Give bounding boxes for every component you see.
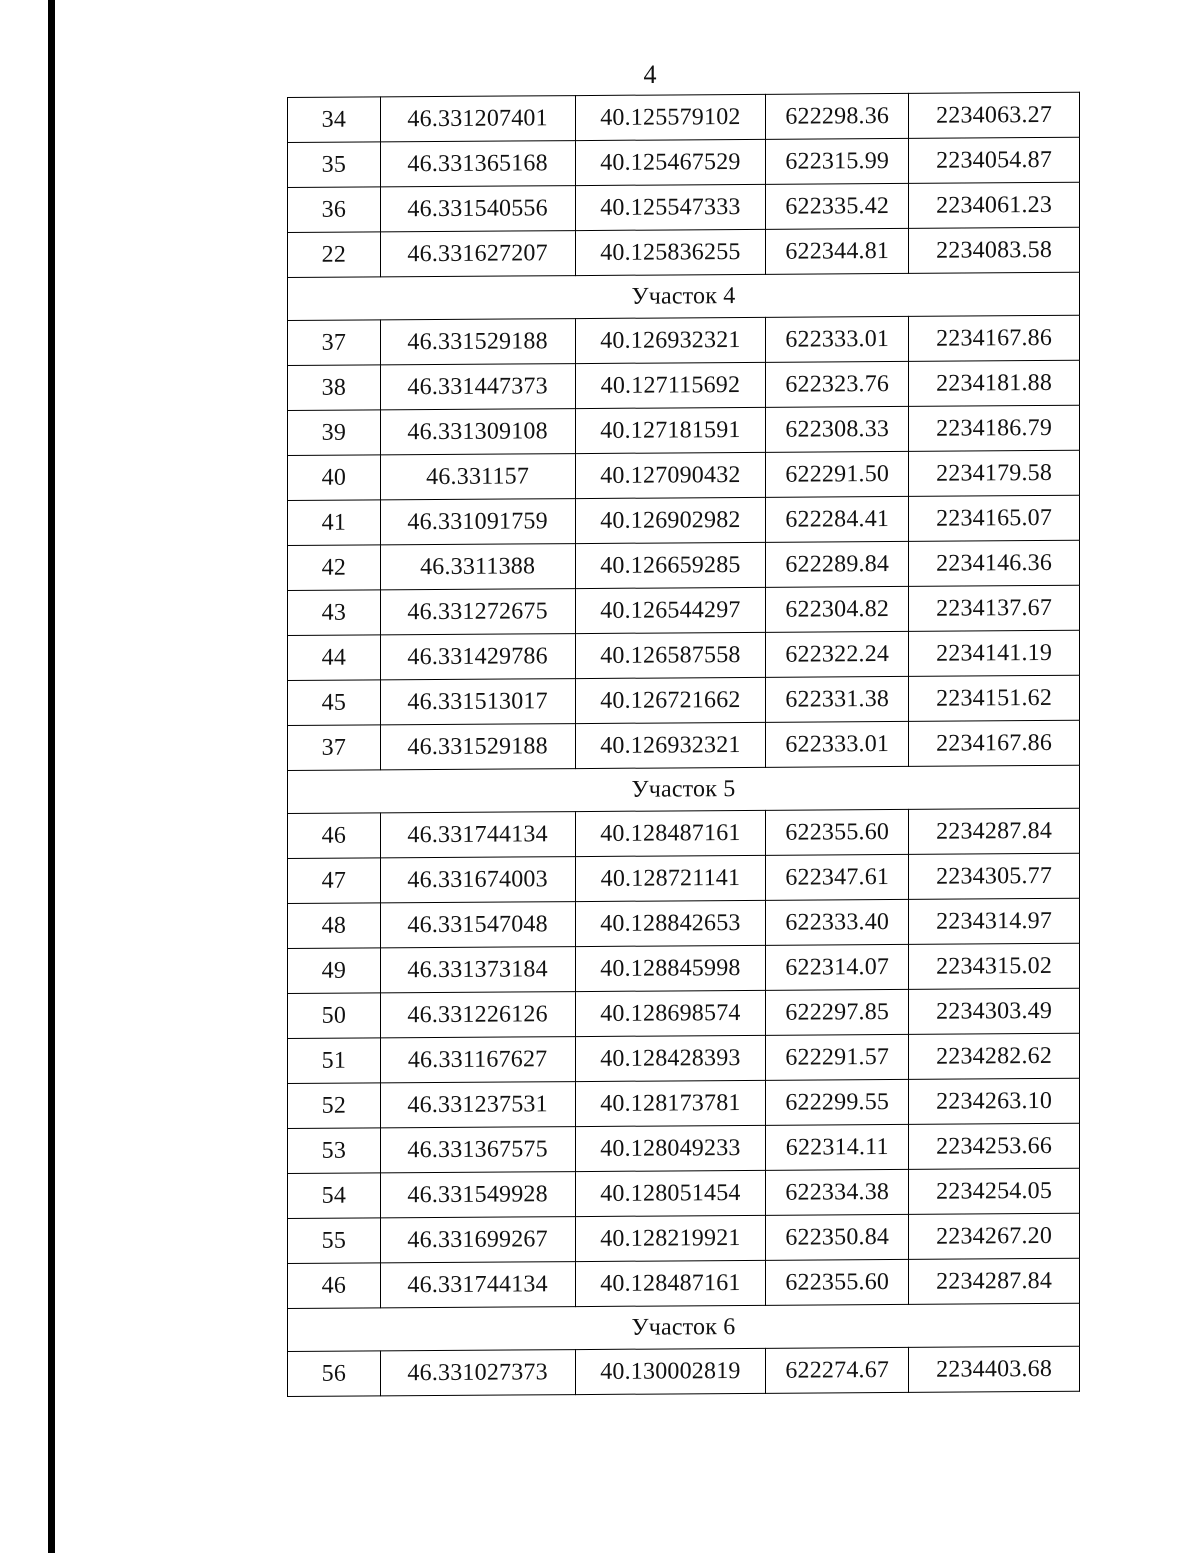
table-row xyxy=(288,630,1080,680)
point-number-cell: 22 xyxy=(288,232,381,278)
x-coordinate-cell: 622331.38 xyxy=(766,676,909,722)
latitude-cell: 46.331549928 xyxy=(380,1172,575,1218)
table-row xyxy=(288,720,1080,770)
longitude-cell: 40.127090432 xyxy=(575,452,766,498)
point-number-cell: 40 xyxy=(288,455,381,501)
x-coordinate-cell: 622289.84 xyxy=(766,541,909,587)
longitude-cell: 40.128698574 xyxy=(575,990,766,1036)
y-coordinate-cell: 2234186.79 xyxy=(909,405,1080,451)
table-row xyxy=(288,1123,1080,1173)
y-coordinate-cell: 2234063.27 xyxy=(909,92,1080,138)
longitude-cell: 40.127115692 xyxy=(575,362,766,408)
longitude-cell: 40.125467529 xyxy=(575,139,766,185)
point-number-cell: 34 xyxy=(288,97,381,143)
x-coordinate-cell: 622322.24 xyxy=(766,631,909,677)
latitude-cell: 46.331272675 xyxy=(380,589,575,635)
latitude-cell: 46.331447373 xyxy=(380,364,575,410)
y-coordinate-cell: 2234305.77 xyxy=(909,853,1080,899)
point-number-cell: 55 xyxy=(288,1218,381,1264)
x-coordinate-cell: 622304.82 xyxy=(766,586,909,632)
coordinates-table-body xyxy=(288,92,1080,1396)
longitude-cell: 40.127181591 xyxy=(575,407,766,453)
latitude-cell: 46.331699267 xyxy=(380,1217,575,1263)
x-coordinate-cell: 622344.81 xyxy=(766,228,909,274)
point-number-cell: 36 xyxy=(288,187,381,233)
y-coordinate-cell: 2234083.58 xyxy=(909,227,1080,273)
section-header-row xyxy=(288,765,1080,813)
point-number-cell: 45 xyxy=(288,680,381,726)
table-row xyxy=(288,137,1080,187)
table-row xyxy=(288,808,1080,858)
longitude-cell: 40.125836255 xyxy=(575,229,766,275)
y-coordinate-cell: 2234303.49 xyxy=(909,988,1080,1034)
point-number-cell: 47 xyxy=(288,858,381,904)
x-coordinate-cell: 622355.60 xyxy=(766,1259,909,1305)
y-coordinate-cell: 2234167.86 xyxy=(909,720,1080,766)
latitude-cell: 46.331627207 xyxy=(380,231,575,277)
y-coordinate-cell: 2234267.20 xyxy=(909,1213,1080,1259)
y-coordinate-cell: 2234315.02 xyxy=(909,943,1080,989)
longitude-cell: 40.125547333 xyxy=(575,184,766,230)
section-header-row xyxy=(288,272,1080,320)
latitude-cell: 46.331091759 xyxy=(380,499,575,545)
table-row xyxy=(288,495,1080,545)
latitude-cell: 46.331226126 xyxy=(380,992,575,1038)
y-coordinate-cell: 2234167.86 xyxy=(909,315,1080,361)
section-title: Участок 4 xyxy=(288,272,1080,320)
x-coordinate-cell: 622314.07 xyxy=(766,944,909,990)
latitude-cell: 46.331674003 xyxy=(380,857,575,903)
y-coordinate-cell: 2234165.07 xyxy=(909,495,1080,541)
longitude-cell: 40.125579102 xyxy=(575,94,766,140)
y-coordinate-cell: 2234151.62 xyxy=(909,675,1080,721)
x-coordinate-cell: 622333.01 xyxy=(766,721,909,767)
table-row xyxy=(288,943,1080,993)
longitude-cell: 40.128487161 xyxy=(575,1260,766,1306)
point-number-cell: 53 xyxy=(288,1128,381,1174)
table-row xyxy=(288,450,1080,500)
x-coordinate-cell: 622291.57 xyxy=(766,1034,909,1080)
y-coordinate-cell: 2234137.67 xyxy=(909,585,1080,631)
point-number-cell: 56 xyxy=(288,1351,381,1397)
x-coordinate-cell: 622299.55 xyxy=(766,1079,909,1125)
section-header-row xyxy=(288,1303,1080,1351)
longitude-cell: 40.128721141 xyxy=(575,855,766,901)
section-title: Участок 6 xyxy=(288,1303,1080,1351)
point-number-cell: 50 xyxy=(288,993,381,1039)
latitude-cell: 46.331365168 xyxy=(380,141,575,187)
coordinates-table xyxy=(287,92,1080,1397)
y-coordinate-cell: 2234054.87 xyxy=(909,137,1080,183)
table-row xyxy=(288,1078,1080,1128)
longitude-cell: 40.126587558 xyxy=(575,632,766,678)
latitude-cell: 46.331547048 xyxy=(380,902,575,948)
x-coordinate-cell: 622323.76 xyxy=(766,361,909,407)
x-coordinate-cell: 622355.60 xyxy=(766,809,909,855)
longitude-cell: 40.128049233 xyxy=(575,1125,766,1171)
y-coordinate-cell: 2234141.19 xyxy=(909,630,1080,676)
longitude-cell: 40.130002819 xyxy=(575,1348,766,1394)
table-row xyxy=(288,1346,1080,1396)
y-coordinate-cell: 2234061.23 xyxy=(909,182,1080,228)
latitude-cell: 46.331744134 xyxy=(380,812,575,858)
point-number-cell: 37 xyxy=(288,725,381,771)
longitude-cell: 40.126932321 xyxy=(575,722,766,768)
table-row xyxy=(288,182,1080,232)
x-coordinate-cell: 622335.42 xyxy=(766,183,909,229)
latitude-cell: 46.331027373 xyxy=(380,1350,575,1396)
y-coordinate-cell: 2234263.10 xyxy=(909,1078,1080,1124)
table-row xyxy=(288,405,1080,455)
longitude-cell: 40.128051454 xyxy=(575,1170,766,1216)
y-coordinate-cell: 2234146.36 xyxy=(909,540,1080,586)
latitude-cell: 46.331167627 xyxy=(380,1037,575,1083)
table-row xyxy=(288,988,1080,1038)
x-coordinate-cell: 622314.11 xyxy=(766,1124,909,1170)
latitude-cell: 46.331513017 xyxy=(380,679,575,725)
y-coordinate-cell: 2234287.84 xyxy=(909,808,1080,854)
table-row xyxy=(288,360,1080,410)
latitude-cell: 46.331309108 xyxy=(380,409,575,455)
table-row xyxy=(288,898,1080,948)
x-coordinate-cell: 622298.36 xyxy=(766,93,909,139)
latitude-cell: 46.331529188 xyxy=(380,724,575,770)
y-coordinate-cell: 2234282.62 xyxy=(909,1033,1080,1079)
point-number-cell: 43 xyxy=(288,590,381,636)
point-number-cell: 41 xyxy=(288,500,381,546)
point-number-cell: 46 xyxy=(288,1263,381,1309)
x-coordinate-cell: 622308.33 xyxy=(766,406,909,452)
point-number-cell: 38 xyxy=(288,365,381,411)
table-row xyxy=(288,1033,1080,1083)
longitude-cell: 40.126902982 xyxy=(575,497,766,543)
y-coordinate-cell: 2234314.97 xyxy=(909,898,1080,944)
table-row xyxy=(288,1258,1080,1308)
x-coordinate-cell: 622350.84 xyxy=(766,1214,909,1260)
y-coordinate-cell: 2234403.68 xyxy=(909,1346,1080,1392)
longitude-cell: 40.126932321 xyxy=(575,317,766,363)
x-coordinate-cell: 622333.40 xyxy=(766,899,909,945)
x-coordinate-cell: 622334.38 xyxy=(766,1169,909,1215)
x-coordinate-cell: 622315.99 xyxy=(766,138,909,184)
x-coordinate-cell: 622333.01 xyxy=(766,316,909,362)
longitude-cell: 40.128219921 xyxy=(575,1215,766,1261)
section-title: Участок 5 xyxy=(288,765,1080,813)
latitude-cell: 46.331157 xyxy=(380,454,575,500)
latitude-cell: 46.331744134 xyxy=(380,1262,575,1308)
longitude-cell: 40.128428393 xyxy=(575,1035,766,1081)
x-coordinate-cell: 622284.41 xyxy=(766,496,909,542)
table-row xyxy=(288,1168,1080,1218)
table-row xyxy=(288,227,1080,277)
latitude-cell: 46.331373184 xyxy=(380,947,575,993)
scan-left-edge xyxy=(48,0,55,1553)
table-row xyxy=(288,1213,1080,1263)
y-coordinate-cell: 2234254.05 xyxy=(909,1168,1080,1214)
y-coordinate-cell: 2234181.88 xyxy=(909,360,1080,406)
latitude-cell: 46.331540556 xyxy=(380,186,575,232)
latitude-cell: 46.331429786 xyxy=(380,634,575,680)
x-coordinate-cell: 622274.67 xyxy=(766,1347,909,1393)
longitude-cell: 40.126721662 xyxy=(575,677,766,723)
latitude-cell: 46.331367575 xyxy=(380,1127,575,1173)
longitude-cell: 40.126659285 xyxy=(575,542,766,588)
table-row xyxy=(288,675,1080,725)
point-number-cell: 52 xyxy=(288,1083,381,1129)
point-number-cell: 44 xyxy=(288,635,381,681)
table-row xyxy=(288,92,1080,142)
latitude-cell: 46.331529188 xyxy=(380,319,575,365)
x-coordinate-cell: 622291.50 xyxy=(766,451,909,497)
point-number-cell: 35 xyxy=(288,142,381,188)
x-coordinate-cell: 622297.85 xyxy=(766,989,909,1035)
latitude-cell: 46.331207401 xyxy=(380,96,575,142)
latitude-cell: 46.331237531 xyxy=(380,1082,575,1128)
point-number-cell: 48 xyxy=(288,903,381,949)
latitude-cell: 46.3311388 xyxy=(380,544,575,590)
longitude-cell: 40.128842653 xyxy=(575,900,766,946)
point-number-cell: 49 xyxy=(288,948,381,994)
longitude-cell: 40.128845998 xyxy=(575,945,766,991)
table-row xyxy=(288,540,1080,590)
point-number-cell: 51 xyxy=(288,1038,381,1084)
point-number-cell: 39 xyxy=(288,410,381,456)
y-coordinate-cell: 2234253.66 xyxy=(909,1123,1080,1169)
table-row xyxy=(288,853,1080,903)
longitude-cell: 40.128487161 xyxy=(575,810,766,856)
table-row xyxy=(288,315,1080,365)
point-number-cell: 54 xyxy=(288,1173,381,1219)
longitude-cell: 40.128173781 xyxy=(575,1080,766,1126)
page-number: 4 xyxy=(643,60,657,89)
y-coordinate-cell: 2234287.84 xyxy=(909,1258,1080,1304)
point-number-cell: 46 xyxy=(288,813,381,859)
y-coordinate-cell: 2234179.58 xyxy=(909,450,1080,496)
x-coordinate-cell: 622347.61 xyxy=(766,854,909,900)
longitude-cell: 40.126544297 xyxy=(575,587,766,633)
table-row xyxy=(288,585,1080,635)
point-number-cell: 37 xyxy=(288,320,381,366)
point-number-cell: 42 xyxy=(288,545,381,591)
